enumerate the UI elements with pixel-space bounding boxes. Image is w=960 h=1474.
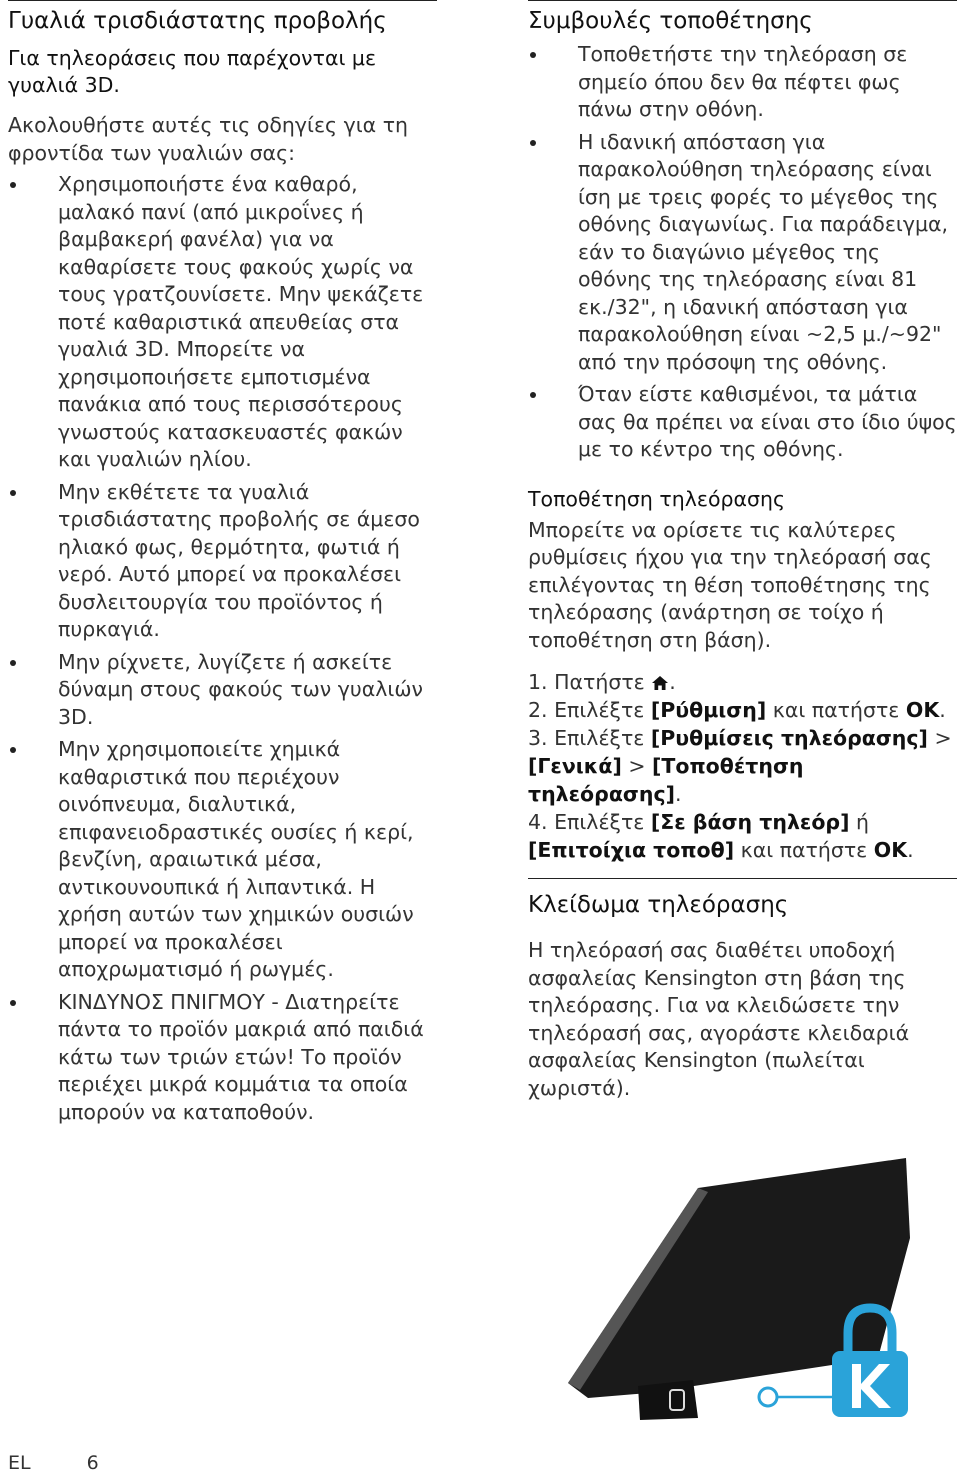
tv-kensington-illustration <box>548 1158 918 1428</box>
section-subtitle-3d-glasses: Για τηλεοράσεις που παρέχονται με γυαλιά 3D. <box>8 46 377 97</box>
care-bullet: Μην χρησιμοποιείτε χημικά καθαριστικά που περιέχουν οινόπνευμα, διαλυτικά, επιφανειοδραστικές ουσίες ή κερί, βενζίνη, αραιωτικά μέσα, αντικουνουπικά ή λιπαντικά. Η χρήση αυτών των χημικών ουσιών μπορεί να προκαλέσει αποχρωματισμό ή ρωγμές. <box>8 736 438 984</box>
tip-item: Η ιδανική απόσταση για παρακολούθηση τηλεόρασης είναι ίση με τρεις φορές το μέγεθος της οθόνης διαγωνίως. Για παράδειγμα, εάν το διαγώνιο μέγεθος της οθόνης της τηλεόρασης είναι 81 εκ./32", η ιδανική απόσταση για παρακολούθηση είναι ~2,5 μ./~92" από την πρόσοψη της οθόνης. <box>528 129 958 377</box>
lock-text: Η τηλεόρασή σας διαθέτει υποδοχή ασφαλείας Kensington στη βάση της τηλεόρασης. Για να κλειδώσετε την τηλεόρασή σας, αγοράστε κλειδαριά ασφαλείας Kensington (πωλείται χωριστά). <box>528 938 910 1100</box>
lock-slot-marker <box>759 1388 777 1406</box>
tv-stand-neck <box>638 1380 698 1420</box>
step-4: 4. Επιλέξτε [Σε βάση τηλεόρ] ή [Επιτοίχια τοποθ] και πατήστε OK. <box>528 810 914 862</box>
tip-item: Όταν είστε καθισμένοι, τα μάτια σας θα πρέπει να είναι στο ίδιο ύψος με το κέντρο της οθόνης. <box>528 381 958 464</box>
section-title-tv-lock: Κλείδωμα τηλεόρασης <box>528 892 789 918</box>
home-icon <box>651 675 669 691</box>
section-title-tv-placement: Τοποθέτηση τηλεόρασης <box>528 486 786 511</box>
placement-tips <box>528 41 958 464</box>
care-intro: Ακολουθήστε αυτές τις οδηγίες για τη φροντίδα των γυαλιών σας: <box>8 113 409 165</box>
care-bullets <box>8 171 438 1126</box>
section-title-placement-tips: Συμβουλές τοποθέτησης <box>528 8 813 34</box>
footer-language: EL <box>8 1452 31 1474</box>
step-2: 2. Επιλέξτε [Ρύθμιση] και πατήστε OK. <box>528 698 946 722</box>
footer-page-number: 6 <box>86 1452 99 1474</box>
placement-text: Μπορείτε να ορίσετε τις καλύτερες ρυθμίσεις ήχου για την τηλεόρασή σας επιλέγοντας τη θέση τοποθέτησης της τηλεόρασης (ανάρτηση σε τοίχο ή τοποθέτηση στη βάση). <box>528 517 932 652</box>
care-bullet: ΚΙΝΔΥΝΟΣ ΠΝΙΓΜΟΥ - Διατηρείτε πάντα το προϊόν μακριά από παιδιά κάτω των τριών ετών! Το προϊόν περιέχει μικρά κομμάτια τα οποία μπορούν να καταποθούν. <box>8 989 438 1127</box>
care-bullet: Χρησιμοποιήστε ένα καθαρό, μαλακό πανί (από μικροΐνες ή βαμβακερή φανέλα) για να καθαρίσετε τους φακούς χωρίς να τους γρατζουνίσετε. Μην ψεκάζετε ποτέ καθαριστικά απευθείας στα γυαλιά 3D. Μπορείτε να χρησιμοποιήσετε εμποτισμένα πανάκια από τους περισσότερους γνωστούς κατασκευαστές φακών και γυαλιών ηλίου. <box>8 171 438 474</box>
top-rule-right <box>528 0 957 1</box>
tv-lock-section <box>528 878 958 1102</box>
care-bullet: Μην ρίχνετε, λυγίζετε ή ασκείτε δύναμη στους φακούς των γυαλιών 3D. <box>8 649 438 732</box>
care-bullet: Μην εκθέτετε τα γυαλιά τρισδιάστατης προβολής σε άμεσο ηλιακό φως, θερμότητα, φωτιά ή νερό. Αυτό μπορεί να προκαλέσει δυσλειτουργία του προϊόντος ή πυρκαγιά. <box>8 479 438 644</box>
left-column <box>8 0 438 1131</box>
right-column <box>528 0 958 1102</box>
lock-section-rule <box>528 878 957 879</box>
section-title-3d-glasses: Γυαλιά τρισδιάστατης προβολής <box>8 8 387 34</box>
tip-item: Τοποθετήστε την τηλεόραση σε σημείο όπου δεν θα πέφτει φως πάνω στην οθόνη. <box>528 41 958 124</box>
top-rule-left <box>8 0 437 1</box>
step-1: 1. Πατήστε . <box>528 670 676 694</box>
step-3: 3. Επιλέξτε [Ρυθμίσεις τηλεόρασης] > [Γενικά] > [Τοποθέτηση τηλεόρασης]. <box>528 726 952 806</box>
placement-steps <box>528 668 958 864</box>
